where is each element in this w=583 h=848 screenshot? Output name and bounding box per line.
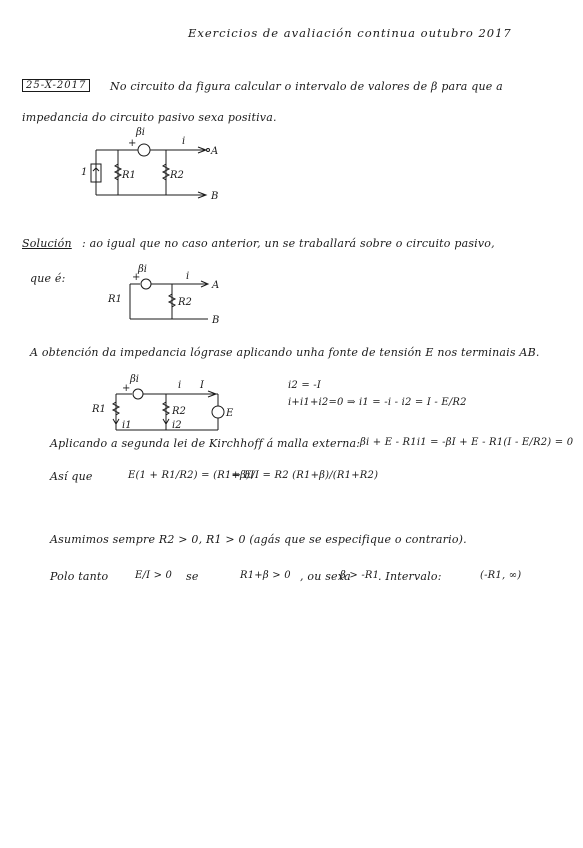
date-box: 25-X-2017 — [22, 79, 90, 92]
circuit3-e-label: E — [226, 408, 234, 419]
equation-i1: i+i1+i2=0 ⇒ i1 = -i - i2 = I - E/R2 — [288, 397, 467, 408]
conclusion-interval: (-R1, ∞) — [480, 570, 522, 581]
circuit2-plus: + — [132, 272, 141, 283]
circuit3-I-label: I — [200, 380, 204, 391]
obtain-text: A obtención da impedancia lógrase aplicando unha fonte de tensión E nos terminais AB. — [30, 346, 540, 359]
circuit1-r2-label: R2 — [170, 170, 184, 181]
conclusion-se: se — [186, 570, 199, 583]
conclusion-ou: , ou sexa — [300, 570, 351, 583]
circuit1-plus: + — [128, 138, 137, 149]
circuit2-r2-label: R2 — [178, 297, 192, 308]
conclusion-label: Polo tanto — [50, 570, 109, 583]
equation-i2: i2 = -I — [288, 380, 322, 391]
kirchhoff-equation: βi + E - R1i1 = -βI + E - R1(I - E/R2) = 0 — [360, 437, 574, 448]
asi-que-label: Así que — [50, 470, 93, 483]
circuit1-source-label: βi — [136, 127, 145, 138]
circuit-stroke — [212, 406, 224, 418]
circuit3-r2-label: R2 — [172, 406, 186, 417]
conclusion-eq1: E/I > 0 — [135, 570, 173, 581]
circuit2-current-label: i — [186, 271, 190, 282]
solution-heading: Solución — [22, 237, 72, 250]
circuit1-terminal-a: A — [211, 146, 219, 157]
conclusion-eq3: β > -R1 — [340, 570, 380, 581]
circuit1-source-value: 1 — [81, 167, 88, 178]
circuit1-terminal-b: B — [211, 191, 219, 202]
circuit-diagram-1 — [78, 120, 228, 205]
circuit3-i1-label: i1 — [122, 420, 132, 431]
circuit2-source-label: βi — [138, 264, 147, 275]
asi-equation-2: ⇒ E/I = R2 (R1+β)/(R1+R2) — [232, 470, 379, 481]
circuit3-r1-label: R1 — [92, 404, 106, 415]
problem-statement-line2: impedancia do circuito pasivo sexa positiva. — [22, 111, 277, 124]
circuit3-current-label: i — [178, 380, 182, 391]
kirchhoff-text: Aplicando a segunda lei de Kirchhoff á malla externa: — [50, 437, 361, 450]
assumption-text: Asumimos sempre R2 > 0, R1 > 0 (agás que se especifique o contrario). — [50, 533, 467, 546]
circuit-stroke — [138, 144, 150, 156]
circuit-diagram-2 — [100, 262, 230, 327]
circuit1-current-label: i — [182, 136, 186, 147]
circuit-stroke — [133, 389, 143, 399]
circuit2-terminal-a: A — [212, 280, 220, 291]
circuit-diagram-3 — [86, 372, 251, 437]
page-title: Exercicios de avaliación continua outubro 2017 — [188, 26, 512, 40]
problem-statement-line1: No circuito da figura calcular o intervalo de valores de β para que a — [110, 80, 503, 93]
solution-text: : ao igual que no caso anterior, un se traballará sobre o circuito pasivo, — [82, 237, 495, 250]
circuit3-plus: + — [122, 383, 131, 394]
circuit3-source-label: βi — [130, 374, 139, 385]
circuit1-r1-label: R1 — [122, 170, 136, 181]
conclusion-interval-label: . Intervalo: — [378, 570, 442, 583]
solution-que-e: que é: — [30, 272, 66, 285]
conclusion-eq2: R1+β > 0 — [240, 570, 291, 581]
circuit-stroke — [141, 279, 151, 289]
circuit2-terminal-b: B — [212, 315, 220, 326]
asi-equation-1: E(1 + R1/R2) = (R1+β)I — [128, 470, 255, 481]
circuit-stroke — [207, 149, 210, 152]
circuit3-i2-label: i2 — [172, 420, 182, 431]
circuit2-r1-label: R1 — [108, 294, 122, 305]
